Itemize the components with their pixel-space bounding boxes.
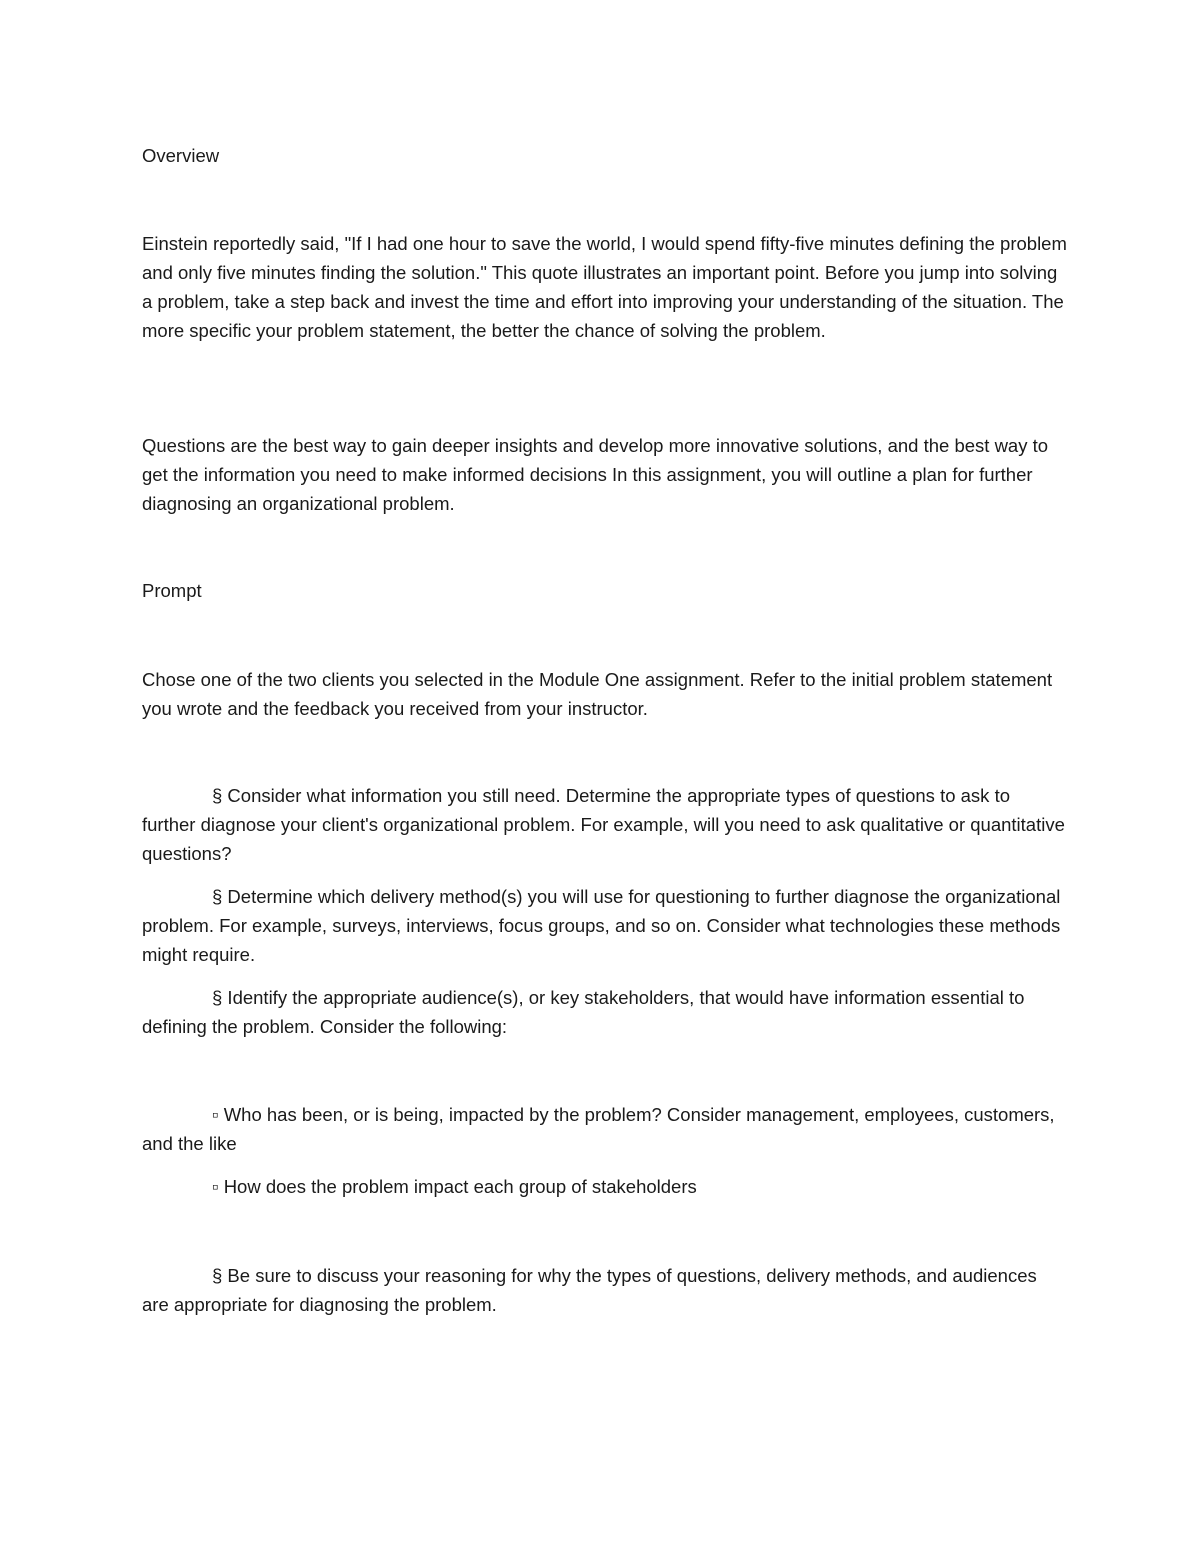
bullet-discuss-reasoning: § Be sure to discuss your reasoning for why the types of questions, delivery methods, and audiences are appropriate for diagnosing the problem. <box>142 1265 1037 1315</box>
prompt-heading: Prompt <box>142 580 202 601</box>
sub-bullet-how-impact: ▫ How does the problem impact each group of stakeholders <box>212 1176 697 1197</box>
overview-paragraph-1: Einstein reportedly said, "If I had one hour to save the world, I would spend fifty-five minutes defining the problem and only five minutes finding the solution." This quote illustrates an important point. Before you jump into solving a problem, take a step back and invest the time and effort into improving your understanding of the situation. The more specific your problem statement, the better the chance of solving the problem. <box>142 233 1067 341</box>
overview-paragraph-2: Questions are the best way to gain deeper insights and develop more innovative solutions, and the best way to get the information you need to make informed decisions In this assignment, you will outline a plan for further diagnosing an organizational problem. <box>142 435 1049 514</box>
bullet-identify-audiences: § Identify the appropriate audience(s), or key stakeholders, that would have information essential to defining the problem. Consider the following: <box>142 987 1025 1037</box>
bullet-delivery-methods: § Determine which delivery method(s) you will use for questioning to further diagnose the organizational problem. For example, surveys, interviews, focus groups, and so on. Consider what technologies these methods might require. <box>142 886 1061 965</box>
bullet-consider-information: § Consider what information you still need. Determine the appropriate types of questions to ask to further diagnose your client's organizational problem. For example, will you need to ask qualitative or quantitative questions? <box>142 785 1065 864</box>
prompt-paragraph: Chose one of the two clients you selected in the Module One assignment. Refer to the initial problem statement you wrote and the feedback you received from your instructor. <box>142 669 1053 719</box>
overview-heading: Overview <box>142 145 220 166</box>
sub-bullet-who-impacted: ▫ Who has been, or is being, impacted by the problem? Consider management, employees, customers, and the like <box>142 1104 1055 1154</box>
